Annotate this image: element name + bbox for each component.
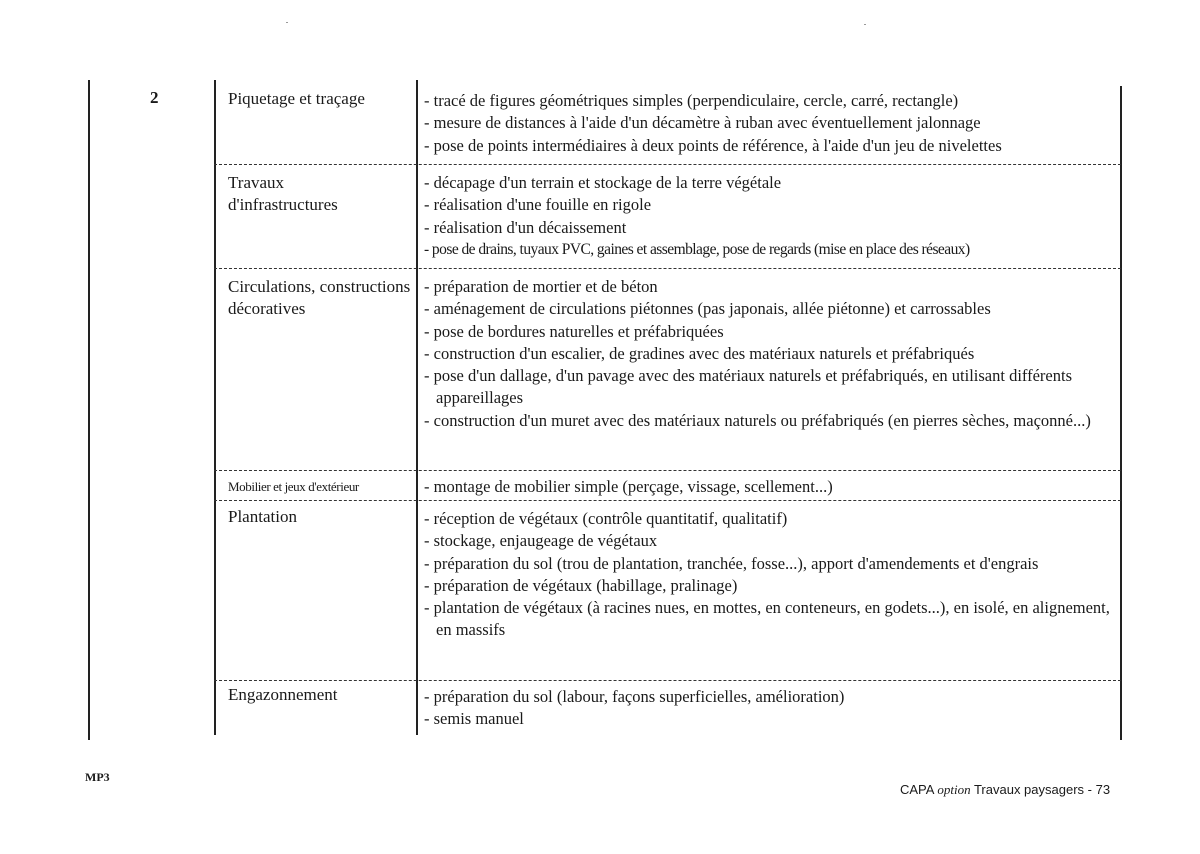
row-separator: [214, 470, 1121, 471]
category-engazonnement: Engazonnement: [228, 685, 338, 704]
category-plantation: Plantation: [228, 507, 297, 526]
scan-speck: [864, 24, 866, 25]
items-column-left-border: [416, 80, 418, 735]
list-item: - aménagement de circulations piétonnes (pas japonais, allée piétonne) et carrossables: [424, 299, 991, 319]
row-separator: [214, 164, 1121, 165]
category-circulations: Circulations, constructions décoratives: [228, 277, 411, 318]
list-item: - pose de drains, tuyaux PVC, gaines et assemblage, pose de regards (mise en place des réseaux): [424, 240, 970, 258]
list-item: - préparation de mortier et de béton: [424, 277, 658, 296]
table-right-border: [1120, 86, 1122, 740]
list-item: - stockage, enjaugeage de végétaux: [424, 531, 658, 551]
list-item: - réalisation d'un décaissement: [424, 217, 627, 237]
footer-option: option: [937, 782, 971, 797]
list-item: - montage de mobilier simple (perçage, vissage, scellement...): [424, 477, 833, 496]
list-item: - préparation du sol (labour, façons superficielles, amélioration): [424, 687, 845, 706]
list-item: - mesure de distances à l'aide d'un décamètre à ruban avec éventuellement jalonnage: [424, 113, 981, 133]
list-item: - construction d'un muret avec des matériaux naturels ou préfabriqués (en pierres sèches, maçonné...): [424, 410, 1091, 430]
footer-module-code: MP3: [85, 770, 110, 784]
list-item: - pose d'un dallage, d'un pavage avec des matériaux naturels et préfabriqués, en utilisant différents appareillages: [424, 366, 1072, 408]
items-infrastructures: [424, 172, 1120, 261]
list-item: - pose de bordures naturelles et préfabriquées: [424, 321, 724, 341]
footer-suffix: Travaux paysagers - 73: [973, 782, 1111, 797]
list-item: - réalisation d'une fouille en rigole: [424, 195, 652, 215]
row-separator: [214, 680, 1121, 681]
section-number: 2: [150, 88, 159, 107]
items-piquetage: [424, 90, 1120, 157]
items-mobilier: [424, 476, 1120, 498]
list-item: - semis manuel: [424, 709, 524, 729]
category-infrastructures: Travaux d'infrastructures: [228, 173, 338, 214]
items-circulations: [424, 276, 1120, 432]
list-item: - préparation du sol (trou de plantation, tranchée, fosse...), apport d'amendements et d'engrais: [424, 553, 1039, 573]
list-item: - plantation de végétaux (à racines nues, en mottes, en conteneurs, en godets...), en isolé, en alignement, en massifs: [424, 598, 1110, 640]
category-mobilier: Mobilier et jeux d'extérieur: [228, 479, 359, 494]
items-engazonnement: [424, 686, 1120, 731]
list-item: - construction d'un escalier, de gradines avec des matériaux naturels et préfabriqués: [424, 343, 975, 363]
row-separator: [214, 268, 1121, 269]
category-piquetage: Piquetage et traçage: [228, 89, 365, 108]
row-separator: [214, 500, 1121, 501]
footer-prefix: CAPA: [900, 782, 934, 797]
category-column-left-border: [214, 80, 216, 735]
list-item: - tracé de figures géométriques simples (perpendiculaire, cercle, carré, rectangle): [424, 91, 959, 110]
scan-speck: [286, 22, 288, 23]
list-item: - préparation de végétaux (habillage, pralinage): [424, 575, 738, 595]
footer-page-label: [900, 782, 1110, 798]
items-plantation: [424, 508, 1120, 642]
list-item: - pose de points intermédiaires à deux points de référence, à l'aide d'un jeu de nivelettes: [424, 135, 1002, 155]
left-margin-line: [88, 80, 90, 740]
list-item: - décapage d'un terrain et stockage de la terre végétale: [424, 173, 782, 192]
list-item: - réception de végétaux (contrôle quantitatif, qualitatif): [424, 509, 788, 528]
